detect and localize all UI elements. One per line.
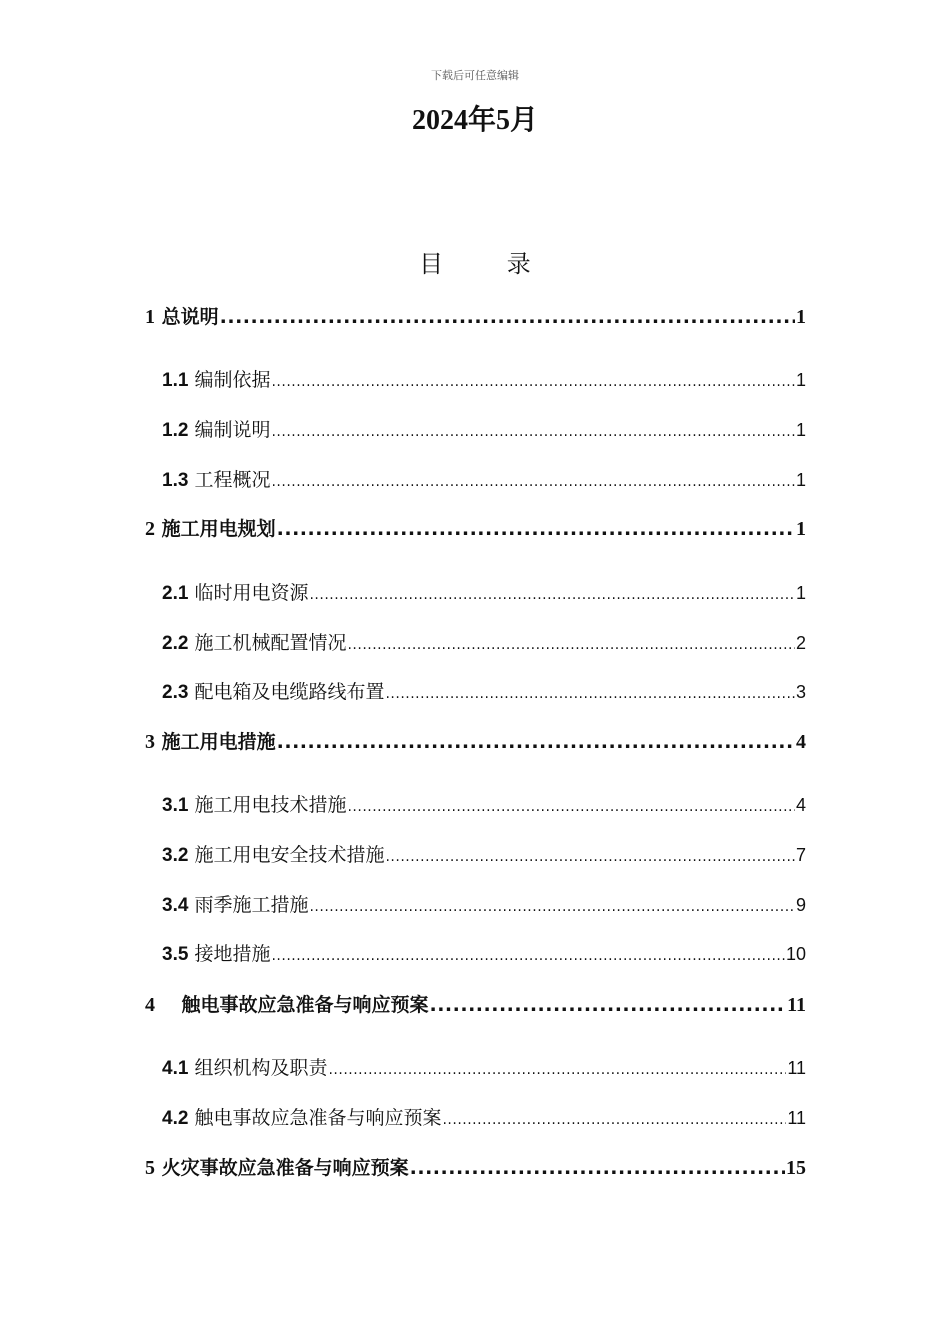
toc-leader — [347, 794, 795, 816]
toc-leader — [277, 731, 795, 753]
toc-entry-label: 4.2 触电事故应急准备与响应预案 — [162, 1107, 442, 1129]
toc-page-number: 1 — [796, 518, 806, 540]
toc-entry[interactable] — [162, 790, 806, 817]
toc-page-number: 9 — [795, 895, 806, 915]
toc-entry-label: 2.1 临时用电资源 — [162, 582, 309, 604]
toc-entry-label: 5 火灾事故应急准备与响应预案 — [145, 1157, 409, 1179]
toc-leader — [277, 518, 795, 540]
toc-entry[interactable] — [162, 890, 806, 917]
toc-leader — [442, 1107, 786, 1129]
toc-page-number: 1 — [795, 583, 806, 603]
toc-entry[interactable] — [162, 628, 806, 655]
toc-page-number: 11 — [787, 994, 806, 1016]
toc-entry-label: 4.1 组织机构及职责 — [162, 1057, 328, 1079]
toc-entry[interactable] — [145, 1153, 806, 1180]
toc-entry[interactable] — [162, 840, 806, 867]
toc-page-number: 1 — [795, 370, 806, 390]
toc-page-number: 7 — [795, 845, 806, 865]
toc-entry[interactable] — [145, 514, 806, 541]
toc-page-number: 3 — [795, 682, 806, 702]
toc-entry[interactable] — [162, 1103, 806, 1130]
toc-page-number: 1 — [796, 306, 806, 328]
toc-entry-label: 2.3 配电箱及电缆路线布置 — [162, 681, 385, 703]
toc-entry[interactable] — [145, 727, 806, 754]
toc-entry[interactable] — [162, 677, 806, 704]
toc-leader — [271, 369, 795, 391]
toc-entry-label: 3.2 施工用电安全技术措施 — [162, 844, 385, 866]
toc-leader — [410, 1157, 785, 1179]
toc-page-number: 11 — [787, 1058, 806, 1078]
toc-entry-label: 2 施工用电规划 — [145, 518, 276, 540]
toc-entry-label: 1 总说明 — [145, 306, 219, 328]
toc-leader — [220, 306, 795, 328]
toc-page-number: 10 — [785, 944, 806, 964]
toc-page-number: 1 — [795, 470, 806, 490]
toc-entry[interactable] — [162, 1053, 806, 1080]
toc-entry[interactable] — [145, 990, 806, 1017]
toc-title: 目 录 — [419, 250, 559, 278]
toc-page-number: 4 — [796, 731, 806, 753]
toc-leader — [385, 681, 795, 703]
toc-leader — [271, 469, 795, 491]
toc-entry-label: 3.4 雨季施工措施 — [162, 894, 309, 916]
toc-page-number: 15 — [786, 1157, 806, 1179]
toc-page-number: 11 — [787, 1108, 806, 1128]
toc-entry[interactable] — [162, 939, 806, 966]
toc-entry-label: 1.1 编制依据 — [162, 369, 271, 391]
toc-leader — [271, 943, 784, 965]
toc-leader — [328, 1057, 786, 1079]
toc-leader — [347, 632, 795, 654]
toc-leader — [309, 582, 795, 604]
toc-entry-label: 3.1 施工用电技术措施 — [162, 794, 347, 816]
toc-entry-label: 3.5 接地措施 — [162, 943, 271, 965]
toc-leader — [385, 844, 795, 866]
toc-entry-label: 3 施工用电措施 — [145, 731, 276, 753]
toc-entry[interactable] — [162, 365, 806, 392]
toc-entry[interactable] — [145, 302, 806, 329]
toc-entry-label: 1.3 工程概况 — [162, 469, 271, 491]
toc-entry-label: 1.2 编制说明 — [162, 419, 271, 441]
toc-page-number: 1 — [795, 420, 806, 440]
download-note: 下载后可任意编辑 — [431, 69, 519, 82]
toc-page-number: 4 — [795, 795, 806, 815]
toc-entry[interactable] — [162, 465, 806, 492]
toc-leader — [309, 894, 795, 916]
toc-entry-label: 4 触电事故应急准备与响应预案 — [145, 994, 429, 1016]
toc-entry[interactable] — [162, 415, 806, 442]
document-date: 2024年5月 — [411, 105, 538, 136]
toc-leader — [271, 419, 795, 441]
toc-entry[interactable] — [162, 578, 806, 605]
toc-leader — [429, 994, 786, 1016]
toc-entry-label: 2.2 施工机械配置情况 — [162, 632, 347, 654]
toc-page-number: 2 — [795, 633, 806, 653]
